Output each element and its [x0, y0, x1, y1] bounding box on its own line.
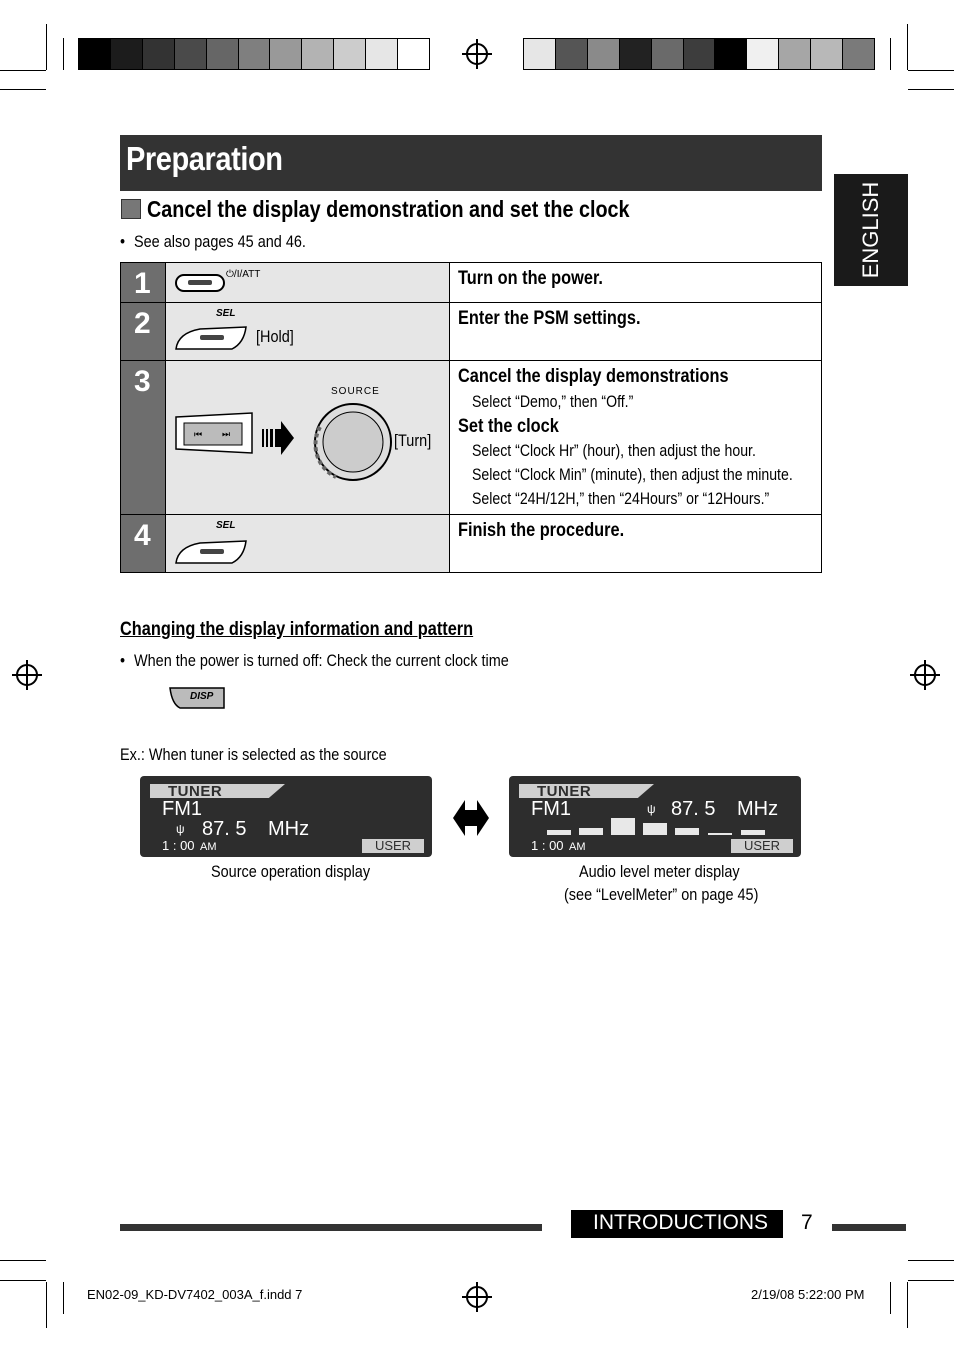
lcd-mode: USER: [731, 839, 793, 853]
power-button-icon: [174, 269, 234, 299]
sel-button-icon: [172, 321, 252, 355]
calibration-bar-left: [78, 38, 430, 70]
sel-button-icon: [172, 535, 252, 569]
step-title: Finish the procedure.: [458, 520, 625, 541]
step-number-cell: [121, 515, 166, 572]
step-row-1: [121, 263, 821, 303]
level-meter-bar: [708, 833, 732, 835]
section-heading: Cancel the display demonstration and set the clock: [147, 196, 630, 222]
lcd-mode: USER: [362, 839, 424, 853]
level-meter-bar: [643, 823, 667, 835]
step-title: Enter the PSM settings.: [458, 308, 641, 329]
step-text-cell: [450, 263, 821, 302]
file-info: EN02-09_KD-DV7402_003A_f.indd 7: [87, 1287, 303, 1302]
lcd-source-display: [140, 776, 432, 857]
crop-mark: [46, 24, 47, 70]
example-label: Ex.: When tuner is selected as the source: [120, 745, 387, 764]
crop-mark: [908, 89, 954, 90]
registration-mark-icon: [16, 664, 38, 686]
lcd-unit: MHz: [737, 798, 779, 820]
button-label: SEL: [216, 520, 236, 531]
level-meter-bar: [741, 830, 765, 835]
display-bullet: When the power is turned off: Check the current clock time: [134, 651, 509, 670]
crop-mark: [46, 1282, 47, 1328]
step-number: 1: [134, 267, 151, 300]
knob-label: SOURCE: [331, 386, 380, 397]
bar-swatch: [811, 39, 843, 69]
footer-section-label: INTRODUCTIONS: [593, 1211, 768, 1234]
step-text-cell: [450, 361, 821, 514]
step-row-3: [121, 361, 821, 515]
crop-mark: [907, 24, 908, 70]
step-image-cell: [166, 515, 450, 572]
svg-text:⏭: ⏭: [222, 430, 231, 440]
button-label: ⏻/I/ATT: [226, 269, 261, 280]
lcd-frequency: 87. 5: [202, 818, 247, 840]
bar-swatch: [79, 39, 111, 69]
language-tab-label: ENGLISH: [858, 181, 883, 279]
lcd-source-tag-label: TUNER: [168, 783, 223, 800]
level-meter-bar: [611, 818, 635, 835]
bar-swatch: [843, 39, 874, 69]
crop-mark: [0, 1260, 46, 1261]
lcd-ampm: AM: [569, 841, 586, 853]
registration-mark-icon: [466, 43, 488, 65]
display-section-heading: Changing the display information and pattern: [120, 619, 474, 640]
lcd-left-caption: Source operation display: [211, 862, 371, 881]
bullet-icon: •: [120, 651, 126, 670]
control-dial-icon: [308, 397, 398, 487]
step-instruction: Select “Clock Min” (minute), then adjust the minute.: [472, 465, 793, 484]
step-instruction: Select “Demo,” then “Off.”: [472, 392, 634, 411]
lcd-level-meter-display: [509, 776, 801, 857]
step-instruction: Select “24H/12H,” then “24Hours” or “12Hours.”: [472, 489, 770, 508]
lcd-right-caption-note: (see “LevelMeter” on page 45): [564, 885, 759, 904]
registration-mark-icon: [914, 664, 936, 686]
footer-rule: [120, 1224, 542, 1231]
bar-swatch: [684, 39, 716, 69]
lcd-ampm: AM: [200, 841, 217, 853]
bar-swatch: [779, 39, 811, 69]
step-number-cell: [121, 361, 166, 514]
crop-mark: [890, 38, 891, 70]
bar-swatch: [207, 39, 239, 69]
footer-rule: [832, 1224, 906, 1231]
step-hint: [Turn]: [394, 431, 432, 450]
print-date: 2/19/08 5:22:00 PM: [751, 1287, 865, 1302]
crop-mark: [63, 38, 64, 70]
step-number: 2: [134, 307, 151, 340]
bar-swatch: [111, 39, 143, 69]
step-image-cell: [166, 303, 450, 360]
step-number-cell: [121, 263, 166, 302]
page-number: 7: [801, 1211, 813, 1234]
lcd-unit: MHz: [268, 818, 310, 840]
lcd-right-caption: Audio level meter display: [579, 862, 740, 881]
crop-mark: [0, 89, 46, 90]
step-number: 3: [134, 365, 151, 398]
step-text-cell: [450, 515, 821, 572]
bar-swatch: [588, 39, 620, 69]
crop-mark: [907, 1282, 908, 1328]
step-subtitle: Set the clock: [458, 416, 559, 437]
crop-mark: [0, 1280, 46, 1281]
bar-swatch: [302, 39, 334, 69]
step-title: Turn on the power.: [458, 268, 603, 289]
step-number: 4: [134, 519, 151, 552]
lcd-clock: 1 : 00: [162, 838, 195, 853]
page-title: Preparation: [126, 140, 283, 177]
button-label: SEL: [216, 308, 236, 319]
bar-swatch: [366, 39, 398, 69]
level-meter-bar: [675, 828, 699, 835]
disp-button-label: DISP: [190, 691, 214, 702]
bar-swatch: [398, 39, 429, 69]
steps-table: [120, 262, 822, 573]
step-text-cell: [450, 303, 821, 360]
step-title: Cancel the display demonstrations: [458, 366, 729, 387]
bullet-icon: •: [120, 232, 126, 251]
bar-swatch: [556, 39, 588, 69]
step-image-cell: [166, 263, 450, 302]
bar-swatch: [334, 39, 366, 69]
section-square-icon: [121, 199, 141, 219]
lcd-band: FM1: [162, 798, 202, 820]
crop-mark: [63, 1282, 64, 1314]
bar-swatch: [270, 39, 302, 69]
registration-mark-icon: [466, 1286, 488, 1308]
lcd-clock: 1 : 00: [531, 838, 564, 853]
step-row-2: [121, 303, 821, 361]
crop-mark: [0, 70, 46, 71]
lcd-source-tag-label: TUNER: [537, 783, 592, 800]
bar-swatch: [715, 39, 747, 69]
crop-mark: [908, 1260, 954, 1261]
bar-swatch: [652, 39, 684, 69]
bar-swatch: [620, 39, 652, 69]
crop-mark: [908, 1280, 954, 1281]
bar-swatch: [143, 39, 175, 69]
bar-swatch: [175, 39, 207, 69]
bar-swatch: [747, 39, 779, 69]
antenna-icon: ψ: [176, 822, 185, 836]
svg-text:⏮: ⏮: [194, 430, 203, 440]
level-meter-bar: [547, 830, 571, 835]
step-number-cell: [121, 303, 166, 360]
arrow-right-icon: [262, 419, 296, 459]
lcd-frequency: 87. 5: [671, 798, 716, 820]
step-instruction: Select “Clock Hr” (hour), then adjust the hour.: [472, 441, 756, 460]
faceplate-release-icon: [174, 411, 256, 461]
bar-swatch: [239, 39, 271, 69]
antenna-icon: ψ: [647, 802, 656, 816]
double-arrow-icon: [453, 796, 489, 840]
crop-mark: [890, 1282, 891, 1314]
see-also-note: See also pages 45 and 46.: [134, 232, 306, 251]
calibration-bar-right: [523, 38, 875, 70]
step-row-4: [121, 515, 821, 572]
lcd-band: FM1: [531, 798, 571, 820]
step-hint: [Hold]: [256, 327, 294, 346]
step-image-cell: [166, 361, 450, 514]
level-meter-bar: [579, 828, 603, 835]
crop-mark: [908, 70, 954, 71]
bar-swatch: [524, 39, 556, 69]
